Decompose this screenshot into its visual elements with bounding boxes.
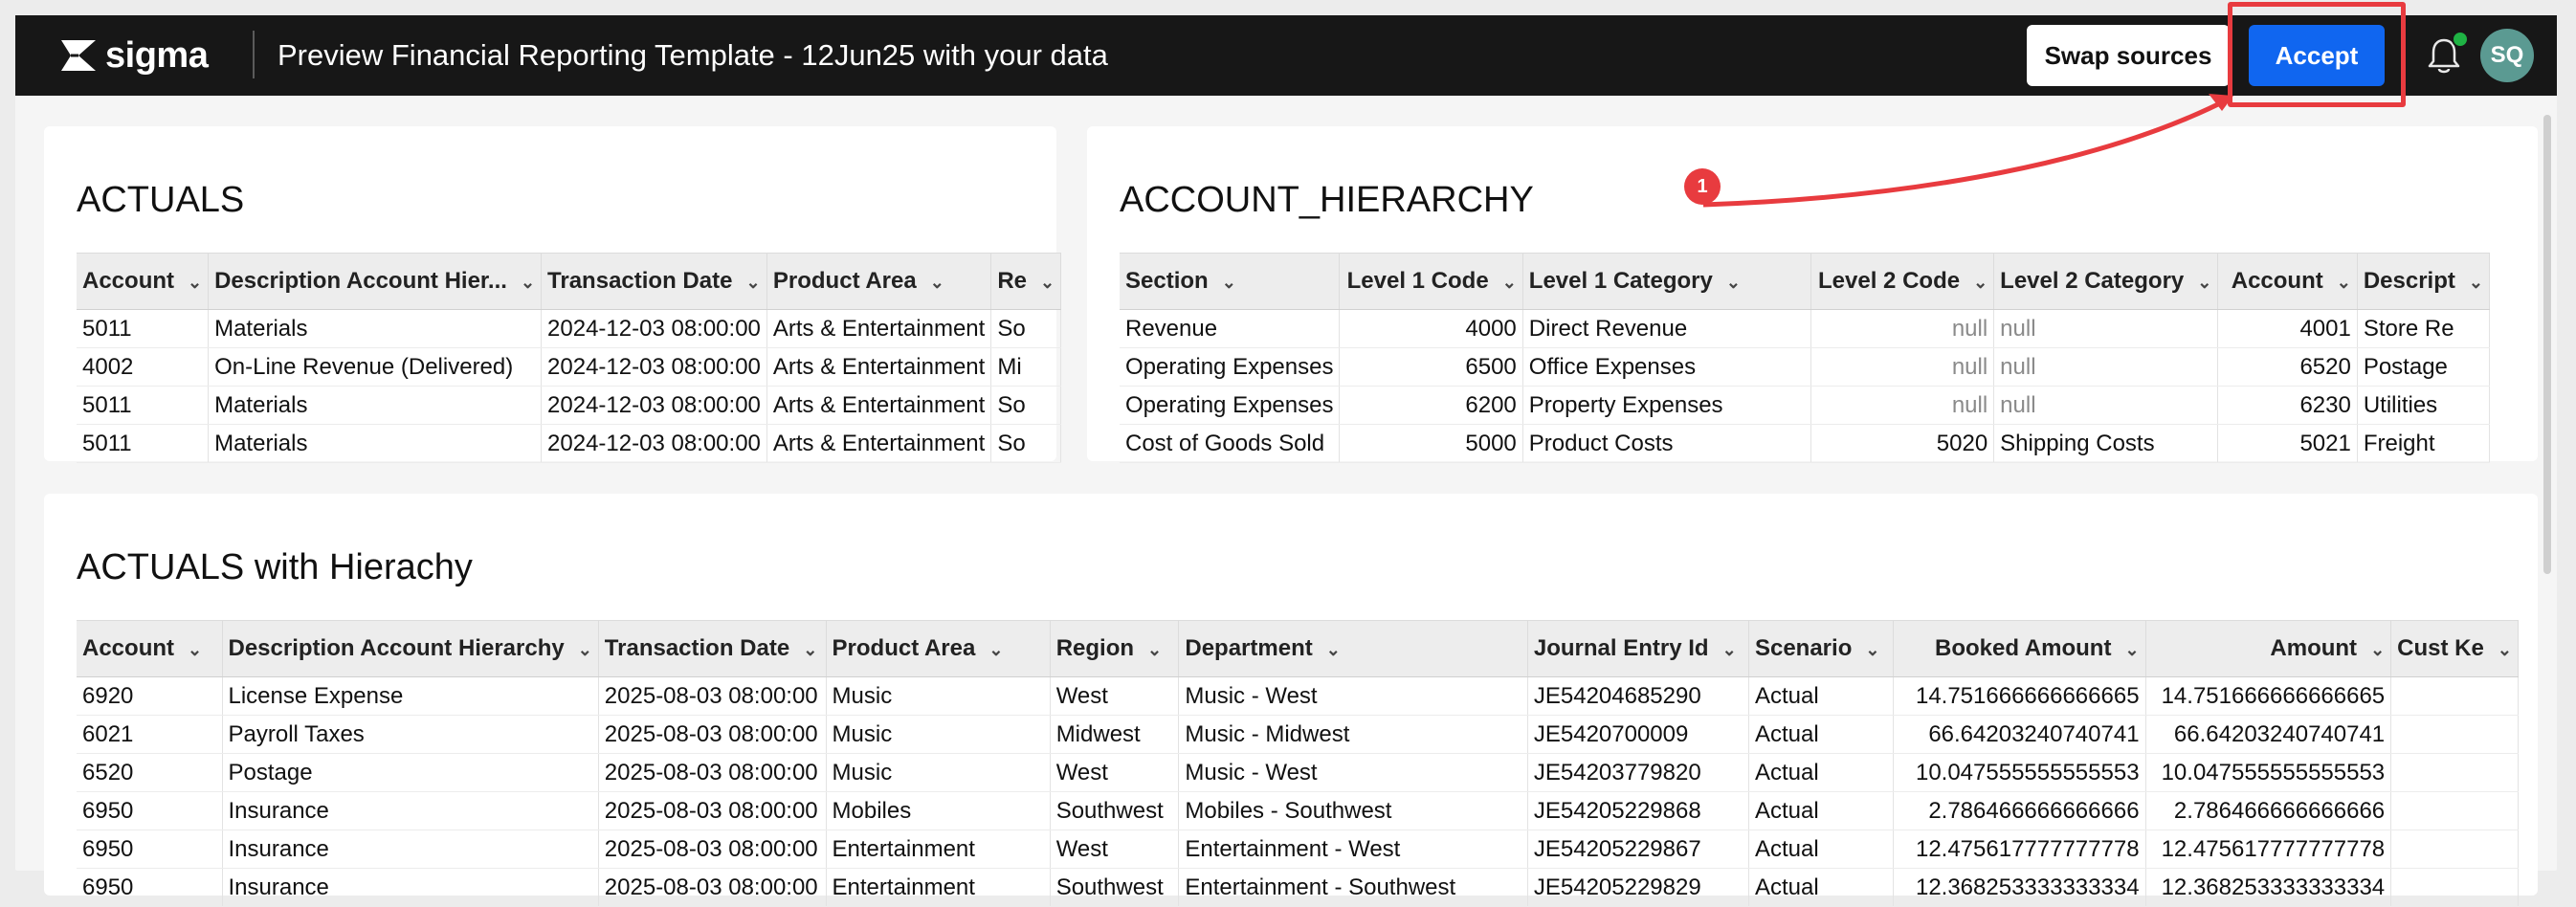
table-cell[interactable]: 2.786466666666666 [1893,792,2145,830]
column-header-label: Scenario [1754,635,1853,661]
chevron-down-icon[interactable]: ⌄ [1325,640,1341,659]
swap-sources-button[interactable]: Swap sources [2027,25,2230,86]
page-title: Preview Financial Reporting Template - 12Jun25 with your data [278,38,1108,72]
table-cell[interactable]: Insurance [222,792,598,830]
table-cell[interactable]: 6950 [77,830,222,869]
chevron-down-icon[interactable]: ⌄ [2468,273,2483,292]
actuals-title: ACTUALS [77,180,245,220]
column-header-label: Level 2 Code [1818,268,1961,294]
table-cell[interactable]: Southwest [1050,869,1179,907]
column-header-label: Description Account Hierarchy [228,635,565,661]
table-cell[interactable]: Freight [2357,425,2489,463]
table-cell[interactable]: Southwest [1050,792,1179,830]
table-cell[interactable]: Insurance [222,869,598,907]
column-header-label: Account [82,268,174,294]
column-header-label: Region [1055,635,1135,661]
table-cell[interactable]: Mobiles - Southwest [1179,792,1528,830]
chevron-down-icon[interactable]: ⌄ [745,273,761,292]
table-cell[interactable]: null [1810,387,1993,425]
table-cell[interactable]: 6200 [1340,387,1522,425]
table-cell[interactable]: West [1050,677,1179,716]
column-header-label: Section [1125,268,1209,294]
table-cell[interactable]: Arts & Entertainment [766,387,990,425]
table-cell[interactable]: License Expense [222,677,598,716]
chevron-down-icon[interactable]: ⌄ [1725,273,1741,292]
table-cell[interactable]: Materials [209,310,542,348]
table-cell[interactable]: Arts & Entertainment [766,425,990,463]
table-cell[interactable]: Entertainment [826,869,1050,907]
table-cell[interactable]: Music - West [1179,677,1528,716]
chevron-down-icon[interactable]: ⌄ [1040,273,1055,292]
table-cell[interactable]: 2024-12-03 08:00:00 [542,425,767,463]
column-header-label: Description Account Hier... [214,268,507,294]
chevron-down-icon[interactable]: ⌄ [1221,273,1236,292]
chevron-down-icon[interactable]: ⌄ [520,273,536,292]
table-cell[interactable]: Property Expenses [1522,387,1810,425]
column-header-label: Product Area [772,268,917,294]
table-cell[interactable]: Actual [1748,792,1893,830]
table-cell[interactable]: Mi [991,348,1061,387]
chevron-down-icon[interactable]: ⌄ [1501,273,1517,292]
table-cell[interactable]: Arts & Entertainment [766,310,990,348]
table-cell[interactable]: West [1050,830,1179,869]
table-cell[interactable]: 6950 [77,869,222,907]
table-cell[interactable]: Music [826,677,1050,716]
table-cell[interactable]: Music - West [1179,754,1528,792]
table-cell[interactable]: Payroll Taxes [222,716,598,754]
column-header-label: Re [997,268,1028,294]
chevron-down-icon[interactable]: ⌄ [988,640,1004,659]
table-cell[interactable]: So [991,425,1061,463]
table-cell[interactable]: 5011 [77,387,209,425]
table-cell[interactable]: 6500 [1340,348,1522,387]
account-hierarchy-title: ACCOUNT_HIERARCHY [1120,180,1534,220]
column-header-label: Descript [2363,268,2455,294]
table-cell[interactable]: JE54203779820 [1527,754,1748,792]
table-cell[interactable]: 4002 [77,348,209,387]
chevron-down-icon[interactable]: ⌄ [2197,273,2212,292]
table-cell[interactable]: Direct Revenue [1522,310,1810,348]
chevron-down-icon[interactable]: ⌄ [929,273,944,292]
table-cell[interactable]: 2025-08-03 08:00:00 [598,792,826,830]
table-cell[interactable]: Midwest [1050,716,1179,754]
annotation-step-badge: 1 [1684,168,1721,205]
table-cell[interactable]: 6021 [77,716,222,754]
table-cell[interactable]: JE54205229867 [1527,830,1748,869]
column-header-label: Department [1185,635,1313,661]
table-cell[interactable]: Music [826,754,1050,792]
table-cell[interactable]: 5011 [77,425,209,463]
table-cell[interactable]: Actual [1748,754,1893,792]
table-cell[interactable]: Music [826,716,1050,754]
column-header-label: Cust Ke [2397,635,2484,661]
chevron-down-icon[interactable]: ⌄ [1147,640,1163,659]
table-cell[interactable]: Actual [1748,869,1893,907]
table-cell[interactable]: 10.047555555555553 [2145,754,2391,792]
table-cell[interactable]: 14.751666666666665 [2145,677,2391,716]
column-header-label: Account [2231,268,2323,294]
table-cell[interactable]: So [991,310,1061,348]
table-cell[interactable]: Postage [2357,348,2489,387]
table-cell[interactable]: JE54205229829 [1527,869,1748,907]
table-cell[interactable]: Entertainment [826,830,1050,869]
table-cell[interactable]: 2024-12-03 08:00:00 [542,348,767,387]
table-cell[interactable]: 6950 [77,792,222,830]
table-cell[interactable]: Operating Expenses [1120,348,1340,387]
table-cell[interactable]: null [1810,310,1993,348]
column-header-label: Product Area [832,635,976,661]
table-cell[interactable]: Revenue [1120,310,1340,348]
table-cell[interactable]: null [1994,348,2218,387]
table-cell[interactable]: Office Expenses [1522,348,1810,387]
table-cell[interactable]: 4000 [1340,310,1522,348]
table-cell[interactable]: 66.64203240740741 [1893,716,2145,754]
column-header-label: Level 2 Category [2000,268,2185,294]
chevron-down-icon[interactable]: ⌄ [2336,273,2351,292]
table-cell[interactable]: 2025-08-03 08:00:00 [598,830,826,869]
table-cell[interactable]: Cost of Goods Sold [1120,425,1340,463]
table-cell[interactable]: 5020 [1810,425,1993,463]
table-cell[interactable]: JE5420700009 [1527,716,1748,754]
table-cell[interactable]: Shipping Costs [1994,425,2218,463]
logo-text: sigma [105,34,209,76]
table-cell[interactable]: 5000 [1340,425,1522,463]
column-header-label: Level 1 Category [1528,268,1713,294]
table-cell[interactable]: So [991,387,1061,425]
table-cell[interactable]: Actual [1748,677,1893,716]
table-cell[interactable]: 12.368253333333334 [2145,869,2391,907]
table-cell[interactable]: 2024-12-03 08:00:00 [542,387,767,425]
table-cell[interactable]: 6230 [2218,387,2357,425]
table-cell[interactable]: Actual [1748,830,1893,869]
table-cell[interactable]: 2024-12-03 08:00:00 [542,310,767,348]
chevron-down-icon[interactable]: ⌄ [188,273,203,292]
chevron-down-icon[interactable]: ⌄ [2497,640,2512,659]
table-cell[interactable]: 5011 [77,310,209,348]
table-cell[interactable]: 2025-08-03 08:00:00 [598,677,826,716]
table-cell[interactable]: Store Re [2357,310,2489,348]
table-cell[interactable]: Insurance [222,830,598,869]
table-cell[interactable]: Utilities [2357,387,2489,425]
table-cell[interactable]: 4001 [2218,310,2357,348]
chevron-down-icon[interactable]: ⌄ [2124,640,2140,659]
table-cell[interactable]: Arts & Entertainment [766,348,990,387]
column-header-label: Level 1 Code [1346,268,1489,294]
table-cell[interactable]: On-Line Revenue (Delivered) [209,348,542,387]
table-cell[interactable]: JE54205229868 [1527,792,1748,830]
chevron-down-icon[interactable]: ⌄ [2370,640,2386,659]
table-cell[interactable]: 12.368253333333334 [1893,869,2145,907]
table-cell[interactable]: Entertainment - West [1179,830,1528,869]
table-cell[interactable]: Actual [1748,716,1893,754]
table-cell[interactable]: null [1994,310,2218,348]
table-cell[interactable]: 5021 [2218,425,2357,463]
actuals-with-hierarchy-title: ACTUALS with Hierachy [77,547,473,587]
column-header-label: Transaction Date [547,268,733,294]
table-cell[interactable]: 6920 [77,677,222,716]
table-cell[interactable]: 2025-08-03 08:00:00 [598,754,826,792]
table-cell[interactable]: 2025-08-03 08:00:00 [598,716,826,754]
table-cell[interactable]: 66.64203240740741 [2145,716,2391,754]
chevron-down-icon[interactable]: ⌄ [803,640,818,659]
table-cell[interactable]: Postage [222,754,598,792]
chevron-down-icon[interactable]: ⌄ [577,640,592,659]
table-cell[interactable]: Operating Expenses [1120,387,1340,425]
table-cell[interactable]: West [1050,754,1179,792]
table-cell[interactable]: null [1810,348,1993,387]
table-cell[interactable]: JE54204685290 [1527,677,1748,716]
table-cell[interactable]: Entertainment - Southwest [1179,869,1528,907]
column-header-label: Amount [2270,635,2358,661]
chevron-down-icon[interactable]: ⌄ [188,640,203,659]
table-cell[interactable]: 12.475617777777778 [2145,830,2391,869]
accept-button[interactable]: Accept [2249,25,2385,86]
chevron-down-icon[interactable]: ⌄ [1973,273,1988,292]
column-header-label: Transaction Date [604,635,790,661]
table-cell[interactable]: 2025-08-03 08:00:00 [598,869,826,907]
table-cell[interactable]: Music - Midwest [1179,716,1528,754]
table-cell[interactable]: Materials [209,425,542,463]
table-cell[interactable]: Materials [209,387,542,425]
avatar[interactable]: SQ [2480,29,2534,82]
table-cell[interactable]: 6520 [77,754,222,792]
column-header-label: Booked Amount [1935,635,2112,661]
table-cell[interactable]: 6520 [2218,348,2357,387]
column-header-label: Account [82,635,174,661]
table-cell[interactable]: 12.475617777777778 [1893,830,2145,869]
table-cell[interactable]: Mobiles [826,792,1050,830]
table-cell[interactable]: 10.047555555555553 [1893,754,2145,792]
table-cell[interactable]: 14.751666666666665 [1893,677,2145,716]
table-cell[interactable]: null [1994,387,2218,425]
chevron-down-icon[interactable]: ⌄ [1865,640,1880,659]
chevron-down-icon[interactable]: ⌄ [1721,640,1737,659]
table-cell[interactable]: 2.786466666666666 [2145,792,2391,830]
column-header-label: Journal Entry Id [1533,635,1709,661]
table-cell[interactable]: Product Costs [1522,425,1810,463]
